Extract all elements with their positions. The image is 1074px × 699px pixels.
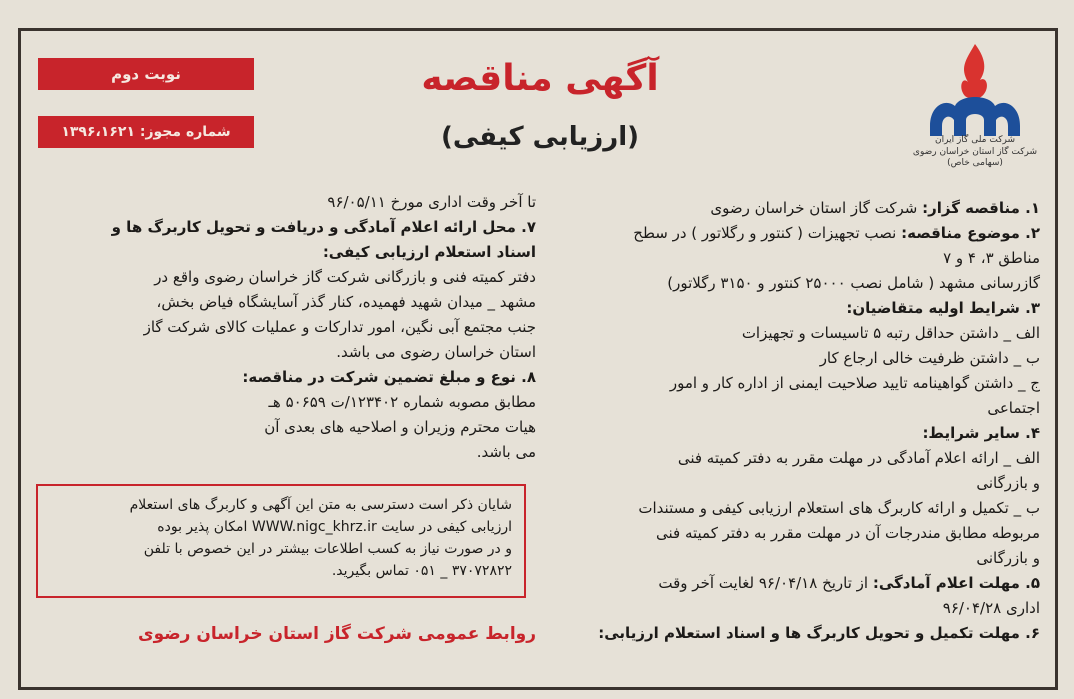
item-6-heading: ۶. مهلت تکمیل و تحویل کاربرگ ها و اسناد استعلام ارزیابی:	[598, 624, 1040, 642]
item-8-heading: ۸. نوع و مبلغ تضمین شرکت در مناقصه:	[242, 368, 536, 386]
item-3a: الف _ داشتن حداقل رتبه ۵ تاسیسات و تجهیزات	[741, 324, 1040, 342]
item-7-heading-cont: اسناد استعلام ارزیابی کیفی:	[322, 243, 536, 261]
item-3b: ب _ داشتن ظرفیت خالی ارجاع کار	[819, 349, 1040, 367]
info-box	[36, 484, 526, 598]
item-2-line-3: گازرسانی مشهد ( شامل نصب ۲۵۰۰۰ کنتور و ۳۱۵۰ رگلاتور)	[667, 274, 1040, 292]
public-relations-footer: روابط عمومی شرکت گاز استان خراسان رضوی	[138, 624, 536, 644]
info-box-line-2: ارزیابی کیفی در سایت WWW.nigc_khrz.ir امکان پذیر بوده	[157, 519, 512, 535]
item-7-line-4: استان خراسان رضوی می باشد.	[336, 343, 536, 361]
item-6-deadline: تا آخر وقت اداری مورخ ۹۶/۰۵/۱۱	[327, 193, 536, 211]
item-2-label: ۲. موضوع مناقصه:	[901, 224, 1040, 242]
notice-title: آگهی مناقصه	[421, 58, 659, 99]
item-4a-cont: و بازرگانی	[976, 474, 1040, 492]
item-4b-cont: مربوطه مطابق مندرجات آن در مهلت مقرر به دفتر کمیته فنی	[655, 524, 1040, 542]
item-8-line-1: مطابق مصوبه شماره ۱۲۳۴۰۲/ت ۵۰۶۵۹ هـ	[268, 393, 536, 411]
item-5-text: از تاریخ ۹۶/۰۴/۱۸ لغایت آخر وقت	[658, 574, 873, 592]
notice-subtitle: (ارزیابی کیفی)	[440, 122, 639, 152]
logo-caption-2: شرکت گاز استان خراسان رضوی	[912, 147, 1038, 157]
item-2-text: نصب تجهیزات ( کنتور و رگلاتور ) در سطح	[633, 224, 902, 242]
info-box-line-4: ۳۷۰۷۲۸۲۲ _ ۰۵۱ تماس بگیرید.	[331, 563, 512, 579]
item-1	[550, 196, 1040, 221]
right-column	[550, 196, 1040, 646]
logo-caption-3: (سهامی خاص)	[947, 158, 1003, 168]
item-4-heading: ۴. سایر شرایط:	[922, 424, 1040, 442]
item-5	[550, 571, 1040, 596]
logo-caption-1: شرکت ملی گاز ایران	[935, 135, 1015, 145]
item-2-line-2: مناطق ۳، ۴ و ۷	[943, 249, 1040, 267]
item-3c-cont: اجتماعی	[987, 399, 1040, 417]
item-5-cont: اداری ۹۶/۰۴/۲۸	[942, 599, 1040, 617]
item-3-heading: ۳. شرایط اولیه متقاضیان:	[846, 299, 1040, 317]
item-2	[550, 221, 1040, 246]
item-5-label: ۵. مهلت اعلام آمادگی:	[872, 574, 1040, 592]
item-4a: الف _ ارائه اعلام آمادگی در مهلت مقرر به دفتر کمیته فنی	[677, 449, 1040, 467]
item-7-line-3: جنب مجتمع آبی نگین، امور تدارکات و عملیات کالای شرکت گاز	[143, 318, 536, 336]
info-box-line-1: شایان ذکر است دسترسی به متن این آگهی و کاربرگ های استعلام	[129, 497, 512, 513]
item-7-line-1: دفتر کمیته فنی و بازرگانی شرکت گاز خراسان رضوی واقع در	[154, 268, 536, 286]
item-8-line-2: هیات محترم وزیران و اصلاحیه های بعدی آن	[264, 418, 536, 436]
item-4b-cont-2: و بازرگانی	[976, 549, 1040, 567]
item-7-line-2: مشهد _ میدان شهید فهمیده، کنار گذر آسایشگاه فیاض بخش،	[156, 293, 536, 311]
license-badge: شماره مجوز: ۱۳۹۶،۱۶۲۱	[38, 116, 254, 148]
item-3c: ج _ داشتن گواهینامه تایید صلاحیت ایمنی از اداره کار و امور	[669, 374, 1040, 392]
left-column	[36, 190, 536, 465]
item-1-label: ۱. مناقصه گزار:	[922, 199, 1040, 217]
item-7-heading: ۷. محل ارائه اعلام آمادگی و دریافت و تحویل کاربرگ ها و	[111, 218, 536, 236]
round-badge: نوبت دوم	[38, 58, 254, 90]
info-box-line-3: و در صورت نیاز به کسب اطلاعات بیشتر در این خصوص با تلفن	[143, 541, 512, 557]
item-1-text: شرکت گاز استان خراسان رضوی	[710, 199, 923, 217]
item-8-line-3: می باشد.	[476, 443, 536, 461]
item-4b: ب _ تکمیل و ارائه کاربرگ های استعلام ارزیابی کیفی و مستندات	[638, 499, 1040, 517]
